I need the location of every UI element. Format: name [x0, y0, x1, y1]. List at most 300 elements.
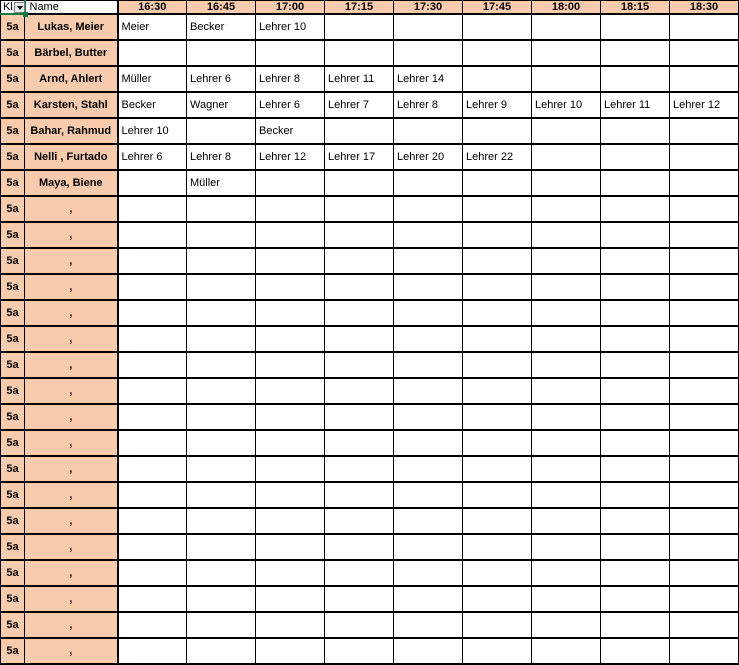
- slot-cell[interactable]: [670, 404, 739, 430]
- slot-cell[interactable]: [670, 248, 739, 274]
- slot-cell[interactable]: [463, 534, 532, 560]
- slot-cell[interactable]: [118, 638, 187, 664]
- slot-cell[interactable]: [256, 560, 325, 586]
- slot-cell[interactable]: [325, 300, 394, 326]
- slot-cell[interactable]: [118, 196, 187, 222]
- class-cell[interactable]: 5a: [1, 144, 25, 170]
- name-cell[interactable]: ,: [25, 508, 118, 534]
- slot-cell[interactable]: [256, 638, 325, 664]
- slot-cell[interactable]: [463, 430, 532, 456]
- name-header-label: Name: [29, 1, 59, 13]
- name-cell[interactable]: Arnd, Ahlert: [25, 66, 118, 92]
- slot-cell[interactable]: [256, 430, 325, 456]
- name-cell[interactable]: ,: [25, 612, 118, 638]
- slot-cell[interactable]: [118, 482, 187, 508]
- slot-cell[interactable]: [325, 586, 394, 612]
- slot-cell[interactable]: [394, 482, 463, 508]
- time-header-1800[interactable]: 18:00: [532, 1, 601, 15]
- slot-cell[interactable]: [394, 638, 463, 664]
- class-cell[interactable]: 5a: [1, 92, 25, 118]
- slot-cell[interactable]: Meier: [118, 14, 187, 40]
- name-cell[interactable]: Lukas, Meier: [25, 14, 118, 40]
- slot-cell[interactable]: [463, 378, 532, 404]
- slot-cell[interactable]: Lehrer 10: [256, 14, 325, 40]
- slot-cell[interactable]: [532, 586, 601, 612]
- slot-cell[interactable]: [532, 248, 601, 274]
- slot-cell[interactable]: [394, 534, 463, 560]
- slot-cell[interactable]: [601, 248, 670, 274]
- class-cell[interactable]: 5a: [1, 14, 25, 40]
- slot-cell[interactable]: [118, 378, 187, 404]
- slot-cell[interactable]: [532, 534, 601, 560]
- slot-cell[interactable]: [532, 118, 601, 144]
- class-cell[interactable]: 5a: [1, 378, 25, 404]
- slot-cell[interactable]: Lehrer 12: [256, 144, 325, 170]
- schedule-row: [1, 222, 739, 248]
- name-cell[interactable]: ,: [25, 430, 118, 456]
- slot-cell[interactable]: [532, 222, 601, 248]
- schedule-row: [1, 456, 739, 482]
- slot-cell[interactable]: [670, 196, 739, 222]
- slot-cell[interactable]: [463, 326, 532, 352]
- schedule-row: [1, 196, 739, 222]
- slot-cell[interactable]: Lehrer 6: [118, 144, 187, 170]
- slot-cell[interactable]: [601, 144, 670, 170]
- slot-cell[interactable]: Lehrer 6: [256, 92, 325, 118]
- slot-cell[interactable]: [325, 430, 394, 456]
- slot-cell[interactable]: [118, 326, 187, 352]
- slot-cell[interactable]: [394, 560, 463, 586]
- slot-cell[interactable]: [325, 482, 394, 508]
- class-cell[interactable]: 5a: [1, 508, 25, 534]
- slot-cell[interactable]: [670, 40, 739, 66]
- name-cell[interactable]: ,: [25, 638, 118, 664]
- slot-cell[interactable]: Becker: [187, 14, 256, 40]
- slot-cell[interactable]: [325, 248, 394, 274]
- name-cell[interactable]: Bärbel, Butter: [25, 40, 118, 66]
- slot-cell[interactable]: [118, 274, 187, 300]
- slot-cell[interactable]: [187, 612, 256, 638]
- slot-cell[interactable]: [325, 456, 394, 482]
- class-cell[interactable]: 5a: [1, 456, 25, 482]
- class-cell[interactable]: 5a: [1, 638, 25, 664]
- name-cell[interactable]: ,: [25, 534, 118, 560]
- slot-cell[interactable]: [256, 170, 325, 196]
- class-cell[interactable]: 5a: [1, 118, 25, 144]
- slot-cell[interactable]: [532, 14, 601, 40]
- slot-cell[interactable]: [118, 222, 187, 248]
- slot-cell[interactable]: [256, 196, 325, 222]
- slot-cell[interactable]: [187, 638, 256, 664]
- slot-cell[interactable]: Lehrer 10: [118, 118, 187, 144]
- slot-cell[interactable]: [670, 222, 739, 248]
- slot-cell[interactable]: [394, 352, 463, 378]
- slot-cell[interactable]: [463, 40, 532, 66]
- time-header-1715[interactable]: 17:15: [325, 1, 394, 15]
- slot-cell[interactable]: [187, 430, 256, 456]
- slot-cell[interactable]: [325, 638, 394, 664]
- slot-cell[interactable]: [394, 404, 463, 430]
- slot-cell[interactable]: [601, 482, 670, 508]
- class-cell[interactable]: 5a: [1, 404, 25, 430]
- slot-cell[interactable]: Lehrer 11: [601, 92, 670, 118]
- slot-cell[interactable]: [670, 326, 739, 352]
- slot-cell[interactable]: Lehrer 8: [256, 66, 325, 92]
- name-cell[interactable]: Bahar, Rahmud: [25, 118, 118, 144]
- slot-cell[interactable]: [325, 222, 394, 248]
- class-cell[interactable]: 5a: [1, 274, 25, 300]
- schedule-row: [1, 352, 739, 378]
- slot-cell[interactable]: [601, 612, 670, 638]
- slot-cell[interactable]: [187, 118, 256, 144]
- slot-cell[interactable]: [463, 274, 532, 300]
- slot-cell[interactable]: [670, 352, 739, 378]
- slot-cell[interactable]: [394, 300, 463, 326]
- slot-cell[interactable]: [256, 456, 325, 482]
- slot-cell[interactable]: [532, 170, 601, 196]
- class-cell[interactable]: 5a: [1, 248, 25, 274]
- slot-cell[interactable]: [394, 196, 463, 222]
- slot-cell[interactable]: [670, 508, 739, 534]
- slot-cell[interactable]: [394, 248, 463, 274]
- name-cell[interactable]: ,: [25, 560, 118, 586]
- slot-cell[interactable]: Becker: [256, 118, 325, 144]
- name-cell[interactable]: Karsten, Stahl: [25, 92, 118, 118]
- schedule-row: [1, 638, 739, 664]
- slot-cell[interactable]: [118, 404, 187, 430]
- slot-cell[interactable]: [532, 638, 601, 664]
- slot-cell[interactable]: [325, 40, 394, 66]
- slot-cell[interactable]: [187, 560, 256, 586]
- slot-cell[interactable]: Lehrer 10: [532, 92, 601, 118]
- time-header-1630[interactable]: 16:30: [118, 1, 187, 15]
- slot-cell[interactable]: [670, 586, 739, 612]
- slot-cell[interactable]: [670, 274, 739, 300]
- kl-header-cell[interactable]: [1, 1, 25, 15]
- slot-cell[interactable]: [325, 378, 394, 404]
- slot-cell[interactable]: [670, 430, 739, 456]
- slot-cell[interactable]: [187, 352, 256, 378]
- slot-cell[interactable]: [394, 586, 463, 612]
- slot-cell[interactable]: [187, 404, 256, 430]
- slot-cell[interactable]: [670, 612, 739, 638]
- slot-cell[interactable]: [325, 326, 394, 352]
- slot-cell[interactable]: [463, 638, 532, 664]
- slot-cell[interactable]: [256, 222, 325, 248]
- slot-cell[interactable]: [118, 534, 187, 560]
- slot-cell[interactable]: [256, 534, 325, 560]
- name-cell[interactable]: ,: [25, 248, 118, 274]
- slot-cell[interactable]: [325, 274, 394, 300]
- class-cell[interactable]: 5a: [1, 300, 25, 326]
- slot-cell[interactable]: [394, 222, 463, 248]
- slot-cell[interactable]: [118, 40, 187, 66]
- slot-cell[interactable]: [463, 352, 532, 378]
- slot-cell[interactable]: [187, 586, 256, 612]
- slot-cell[interactable]: Lehrer 8: [394, 92, 463, 118]
- slot-cell[interactable]: [463, 14, 532, 40]
- slot-cell[interactable]: [532, 352, 601, 378]
- slot-cell[interactable]: [601, 170, 670, 196]
- slot-cell[interactable]: [394, 378, 463, 404]
- name-cell[interactable]: Nelli , Furtado: [25, 144, 118, 170]
- slot-cell[interactable]: [601, 326, 670, 352]
- slot-cell[interactable]: [532, 404, 601, 430]
- slot-cell[interactable]: [187, 196, 256, 222]
- class-cell[interactable]: 5a: [1, 430, 25, 456]
- slot-cell[interactable]: Lehrer 6: [187, 66, 256, 92]
- slot-cell[interactable]: Lehrer 11: [325, 66, 394, 92]
- name-cell[interactable]: ,: [25, 482, 118, 508]
- name-cell[interactable]: ,: [25, 586, 118, 612]
- slot-cell[interactable]: [325, 14, 394, 40]
- slot-cell[interactable]: [394, 40, 463, 66]
- slot-cell[interactable]: [187, 300, 256, 326]
- class-cell[interactable]: 5a: [1, 170, 25, 196]
- slot-cell[interactable]: [463, 170, 532, 196]
- slot-cell[interactable]: [601, 638, 670, 664]
- schedule-row: [1, 14, 739, 40]
- slot-cell[interactable]: Wagner: [187, 92, 256, 118]
- slot-cell[interactable]: [532, 482, 601, 508]
- slot-cell[interactable]: [394, 274, 463, 300]
- schedule-row: [1, 326, 739, 352]
- slot-cell[interactable]: Müller: [118, 66, 187, 92]
- class-cell[interactable]: 5a: [1, 560, 25, 586]
- selection-fill-handle[interactable]: [23, 12, 28, 17]
- class-cell[interactable]: 5a: [1, 326, 25, 352]
- slot-cell[interactable]: [670, 560, 739, 586]
- slot-cell[interactable]: [463, 300, 532, 326]
- slot-cell[interactable]: [532, 456, 601, 482]
- slot-cell[interactable]: [532, 40, 601, 66]
- slot-cell[interactable]: [463, 560, 532, 586]
- slot-cell[interactable]: [532, 326, 601, 352]
- slot-cell[interactable]: [532, 274, 601, 300]
- slot-cell[interactable]: [532, 508, 601, 534]
- slot-cell[interactable]: [325, 612, 394, 638]
- slot-cell[interactable]: [463, 404, 532, 430]
- slot-cell[interactable]: [187, 222, 256, 248]
- slot-cell[interactable]: Lehrer 8: [187, 144, 256, 170]
- slot-cell[interactable]: [394, 612, 463, 638]
- class-cell[interactable]: 5a: [1, 586, 25, 612]
- slot-cell[interactable]: [256, 326, 325, 352]
- name-cell[interactable]: ,: [25, 326, 118, 352]
- slot-cell[interactable]: [463, 118, 532, 144]
- slot-cell[interactable]: [601, 40, 670, 66]
- name-cell[interactable]: ,: [25, 456, 118, 482]
- slot-cell[interactable]: [118, 430, 187, 456]
- slot-cell[interactable]: [463, 612, 532, 638]
- name-cell[interactable]: ,: [25, 378, 118, 404]
- slot-cell[interactable]: [601, 66, 670, 92]
- slot-cell[interactable]: [463, 482, 532, 508]
- slot-cell[interactable]: [601, 300, 670, 326]
- slot-cell[interactable]: [670, 534, 739, 560]
- name-cell[interactable]: ,: [25, 196, 118, 222]
- slot-cell[interactable]: [187, 326, 256, 352]
- slot-cell[interactable]: [532, 300, 601, 326]
- slot-cell[interactable]: [532, 430, 601, 456]
- header-row: [1, 1, 739, 15]
- slot-cell[interactable]: Lehrer 14: [394, 66, 463, 92]
- slot-cell[interactable]: [601, 586, 670, 612]
- slot-cell[interactable]: [256, 508, 325, 534]
- slot-cell[interactable]: [325, 508, 394, 534]
- slot-cell[interactable]: [463, 248, 532, 274]
- slot-cell[interactable]: [670, 300, 739, 326]
- slot-cell[interactable]: [601, 222, 670, 248]
- slot-cell[interactable]: [187, 274, 256, 300]
- slot-cell[interactable]: [670, 118, 739, 144]
- slot-cell[interactable]: [118, 586, 187, 612]
- slot-cell[interactable]: [325, 534, 394, 560]
- slot-cell[interactable]: [256, 586, 325, 612]
- time-header-1745[interactable]: 17:45: [463, 1, 532, 15]
- slot-cell[interactable]: [118, 560, 187, 586]
- slot-cell[interactable]: [325, 170, 394, 196]
- class-cell[interactable]: 5a: [1, 612, 25, 638]
- slot-cell[interactable]: [601, 14, 670, 40]
- slot-cell[interactable]: [187, 378, 256, 404]
- slot-cell[interactable]: [532, 66, 601, 92]
- schedule-row: [1, 300, 739, 326]
- slot-cell[interactable]: Lehrer 7: [325, 92, 394, 118]
- slot-cell[interactable]: [325, 560, 394, 586]
- slot-cell[interactable]: [670, 170, 739, 196]
- slot-cell[interactable]: [394, 430, 463, 456]
- slot-cell[interactable]: [256, 40, 325, 66]
- slot-cell[interactable]: [325, 118, 394, 144]
- slot-cell[interactable]: [187, 482, 256, 508]
- slot-cell[interactable]: [670, 482, 739, 508]
- slot-cell[interactable]: [670, 638, 739, 664]
- slot-cell[interactable]: [601, 352, 670, 378]
- slot-cell[interactable]: [601, 404, 670, 430]
- slot-cell[interactable]: [256, 352, 325, 378]
- slot-cell[interactable]: [325, 196, 394, 222]
- slot-cell[interactable]: [118, 170, 187, 196]
- slot-cell[interactable]: [463, 586, 532, 612]
- name-cell[interactable]: ,: [25, 404, 118, 430]
- name-cell[interactable]: ,: [25, 222, 118, 248]
- slot-cell[interactable]: [256, 482, 325, 508]
- slot-cell[interactable]: [118, 248, 187, 274]
- slot-cell[interactable]: [532, 378, 601, 404]
- slot-cell[interactable]: Becker: [118, 92, 187, 118]
- slot-cell[interactable]: [532, 196, 601, 222]
- slot-cell[interactable]: [463, 222, 532, 248]
- slot-cell[interactable]: Lehrer 12: [670, 92, 739, 118]
- slot-cell[interactable]: [118, 508, 187, 534]
- class-cell[interactable]: 5a: [1, 222, 25, 248]
- name-cell[interactable]: ,: [25, 274, 118, 300]
- slot-cell[interactable]: [256, 248, 325, 274]
- slot-cell[interactable]: [187, 508, 256, 534]
- class-cell[interactable]: 5a: [1, 482, 25, 508]
- chevron-down-icon: [17, 6, 23, 10]
- slot-cell[interactable]: [463, 196, 532, 222]
- slot-cell[interactable]: [118, 300, 187, 326]
- slot-cell[interactable]: [187, 248, 256, 274]
- slot-cell[interactable]: [187, 534, 256, 560]
- name-cell[interactable]: ,: [25, 352, 118, 378]
- slot-cell[interactable]: [670, 144, 739, 170]
- slot-cell[interactable]: [394, 326, 463, 352]
- slot-cell[interactable]: Lehrer 9: [463, 92, 532, 118]
- slot-cell[interactable]: [256, 404, 325, 430]
- slot-cell[interactable]: Lehrer 20: [394, 144, 463, 170]
- slot-cell[interactable]: [601, 508, 670, 534]
- slot-cell[interactable]: [325, 352, 394, 378]
- slot-cell[interactable]: [325, 404, 394, 430]
- slot-cell[interactable]: [394, 170, 463, 196]
- slot-cell[interactable]: [256, 274, 325, 300]
- class-cell[interactable]: 5a: [1, 40, 25, 66]
- name-header-cell[interactable]: [25, 1, 118, 15]
- slot-cell[interactable]: [670, 66, 739, 92]
- slot-cell[interactable]: [601, 196, 670, 222]
- slot-cell[interactable]: [601, 274, 670, 300]
- slot-cell[interactable]: [463, 508, 532, 534]
- name-cell[interactable]: ,: [25, 300, 118, 326]
- slot-cell[interactable]: Müller: [187, 170, 256, 196]
- class-cell[interactable]: 5a: [1, 196, 25, 222]
- class-cell[interactable]: 5a: [1, 66, 25, 92]
- slot-cell[interactable]: [601, 534, 670, 560]
- name-cell[interactable]: Maya, Biene: [25, 170, 118, 196]
- slot-cell[interactable]: [118, 352, 187, 378]
- slot-cell[interactable]: [532, 144, 601, 170]
- slot-cell[interactable]: [601, 456, 670, 482]
- time-header-1815[interactable]: 18:15: [601, 1, 670, 15]
- slot-cell[interactable]: [394, 14, 463, 40]
- class-cell[interactable]: 5a: [1, 534, 25, 560]
- slot-cell[interactable]: [670, 378, 739, 404]
- slot-cell[interactable]: Lehrer 22: [463, 144, 532, 170]
- slot-cell[interactable]: [256, 300, 325, 326]
- slot-cell[interactable]: [394, 118, 463, 144]
- slot-cell[interactable]: [532, 612, 601, 638]
- slot-cell[interactable]: [394, 456, 463, 482]
- slot-cell[interactable]: [532, 560, 601, 586]
- slot-cell[interactable]: [463, 456, 532, 482]
- slot-cell[interactable]: [601, 430, 670, 456]
- slot-cell[interactable]: [118, 456, 187, 482]
- time-header-1830[interactable]: 18:30: [670, 1, 739, 15]
- slot-cell[interactable]: [256, 612, 325, 638]
- class-cell[interactable]: 5a: [1, 352, 25, 378]
- time-header-1730[interactable]: 17:30: [394, 1, 463, 15]
- slot-cell[interactable]: Lehrer 17: [325, 144, 394, 170]
- slot-cell[interactable]: [670, 456, 739, 482]
- slot-cell[interactable]: [187, 40, 256, 66]
- slot-cell[interactable]: [601, 378, 670, 404]
- slot-cell[interactable]: [118, 612, 187, 638]
- slot-cell[interactable]: [463, 66, 532, 92]
- slot-cell[interactable]: [394, 508, 463, 534]
- time-header-1645[interactable]: 16:45: [187, 1, 256, 15]
- time-header-1700[interactable]: 17:00: [256, 1, 325, 15]
- schedule-row: [1, 534, 739, 560]
- slot-cell[interactable]: [670, 14, 739, 40]
- slot-cell[interactable]: [601, 560, 670, 586]
- slot-cell[interactable]: [601, 118, 670, 144]
- slot-cell[interactable]: [187, 456, 256, 482]
- slot-cell[interactable]: [256, 378, 325, 404]
- schedule-row: [1, 612, 739, 638]
